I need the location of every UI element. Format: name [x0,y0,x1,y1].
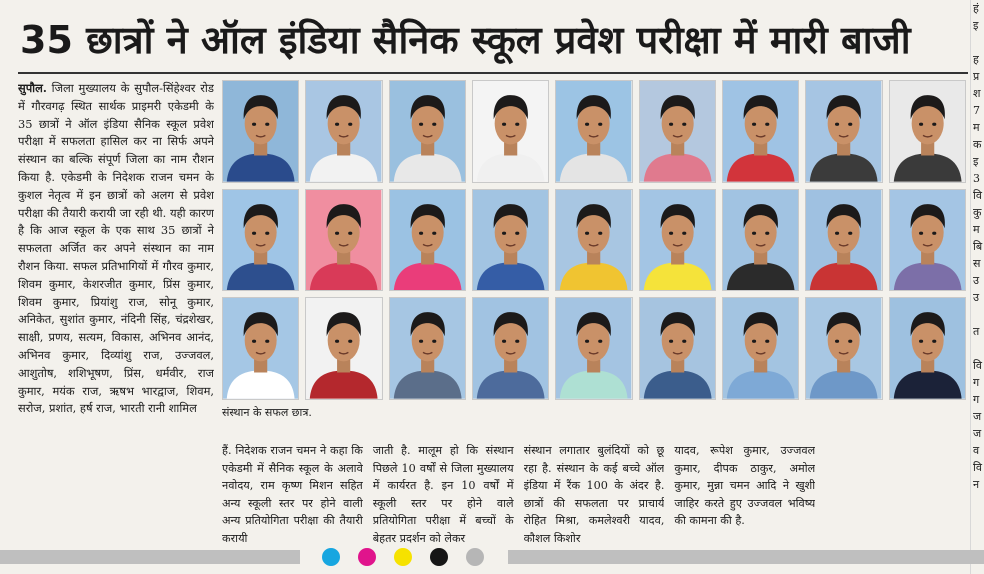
headline: 35 छात्रों ने ऑल इंडिया सैनिक स्कूल प्रवेश परीक्षा में मारी बाजी [20,18,911,62]
student-photo [722,80,799,183]
student-photo [889,80,966,183]
side-strip-fragment: 7 [973,104,980,117]
side-strip-fragment [973,493,984,510]
adjacent-article-strip [970,0,984,574]
side-strip-fragment: हं [973,2,979,15]
side-strip-fragment: कु [973,206,982,219]
side-strip-fragment [973,510,984,527]
side-strip-fragment: म [973,121,980,134]
side-strip-fragment [973,306,984,323]
student-photo [472,297,549,400]
side-strip-fragment: वि [973,189,982,202]
student-photo [722,297,799,400]
student-photo [805,189,882,292]
student-photo [472,80,549,183]
photo-caption: संस्थान के सफल छात्र. [222,406,312,419]
side-strip-fragment: क [973,138,982,151]
student-photo [222,189,299,292]
side-strip-fragment: व [973,444,980,457]
registration-dot [322,548,340,566]
side-strip-fragment: त [973,325,980,338]
print-bar-right [508,550,984,564]
article-body [222,442,966,544]
body-column-2: जाती है. मालूम हो कि संस्थान पिछले 10 वर्षों से जिला मुख्यालय में कार्यरत है. इन 10 वर्षों में स्कूली स्तर पर होने वाले प्रतियोगिता परीक्षा में बच्चों के बेहतर प्रदर्शन को लेकर [372,444,514,544]
side-strip-fragment: स [973,257,981,270]
registration-dot [466,548,484,566]
student-photo [639,80,716,183]
side-strip-fragment: 3 [973,172,980,185]
side-strip-fragment [973,340,984,357]
left-column [18,80,214,542]
side-strip-fragment: ज [973,427,982,440]
side-strip-fragment: म [973,223,980,236]
side-strip-fragment: उ [973,274,980,287]
student-photo [722,189,799,292]
side-strip-fragment: ह [973,53,979,66]
side-strip-fragment: इ [973,19,979,32]
side-strip-fragment: इ [973,155,979,168]
left-column-text: जिला मुख्यालय के सुपौल-सिंहेश्वर रोड में गौरवगढ़ स्थित सार्थक प्राइमरी एकेडमी के 35 छात्रों ने ऑल इंडिया सैनिक स्कूल प्रवेश परीक्षा में सफलता हासिल कर ना सिर्फ अपने संस्थान का बल्कि संपूर्ण जिला का नाम रौशन किया है. एकेडमी के निदेशक राजन चमन के कुशल नेतृत्व में इन छात्रों को अलग से प्रवेश परीक्षा की तैयारी करायी जा रही थी. यही कारण है कि आज स्कूल के एक साथ 35 छात्रों ने सफलता अर्जित कर अपने संस्थान का नाम रौशन किया. सफल प्रतिभागियों में गौरव कुमार, शिवम कुमार, केशरजीत कुमार, प्रिंस कुमार, शिवम कुमार, प्रियांशु राज, सोनू कुमार, अनिकेत, सुशांत कुमार, नंदिनी सिंह, चंद्रशेखर, साक्षी, प्रणय, सत्यम, विकास, अभिनव आनंद, अभिनव कुमार, दिव्यांशु राज, उज्जवल, आशुतोष, शशिभूषण, प्रिंस, धर्मवीर, राज कुमार, मयंक राज, ऋषभ भारद्वाज, शिवम, सरोज, प्रशांत, हर्ष राज, भारती रानी शामिल [18,81,214,416]
student-photo [389,297,466,400]
student-photo [555,297,632,400]
registration-dot [394,548,412,566]
student-photo [805,297,882,400]
student-photo [305,80,382,183]
student-photo [305,297,382,400]
side-strip-fragment: न [973,478,980,491]
student-photo [222,297,299,400]
student-photo [305,189,382,292]
student-photo [555,189,632,292]
student-photo [472,189,549,292]
dateline: सुपौल. [18,81,47,95]
body-column-1: हैं. निदेशक राजन चमन ने कहा कि एकेडमी में सैनिक स्कूल के अलावे नवोदय, राम कृष्ण मिशन सहित अन्य स्कूली स्तर पर होने वाली अन्य प्रतियोगिता परीक्षा की तैयारी करायी [222,444,363,544]
side-strip-fragment: ग [973,376,980,389]
student-photo [805,80,882,183]
student-photo [389,189,466,292]
registration-dot [430,548,448,566]
registration-dot [358,548,376,566]
student-photo [889,189,966,292]
side-strip-fragment: ज [973,410,982,423]
headline-rule [18,72,968,74]
side-strip-fragment: बि [973,240,983,253]
student-photo [555,80,632,183]
body-column-4: यादव, रूपेश कुमार, उज्जवल कुमार, दीपक ठाकुर, अमोल कुमार, मुन्ना चमन आदि ने खुशी जाहिर करते हुए उज्जवल भविष्य की कामना की है. [674,444,816,528]
side-strip-fragment: वि [973,359,982,372]
side-strip-fragment: उ [973,291,980,304]
student-photo [389,80,466,183]
student-photo [222,80,299,183]
student-photo-grid [222,80,966,400]
student-photo [889,297,966,400]
print-bar-left [0,550,300,564]
side-strip-fragment: प्र [973,70,980,83]
side-strip-fragment: श [973,87,981,100]
student-photo [639,297,716,400]
print-registration-bar [0,548,984,566]
side-strip-fragment: ग [973,393,980,406]
side-strip-fragment: वि [973,461,982,474]
side-strip-fragment [973,34,984,51]
student-photo [639,189,716,292]
body-column-3: संस्थान लगातार बुलंदियों को छू रहा है. संस्थान के कई बच्चे ऑल इंडिया में रैंक 100 के अंदर है. छात्रों की सफलता पर प्राचार्य रोहित मिश्रा, कमलेश्वरी यादव, कौशल किशोर [523,444,665,544]
